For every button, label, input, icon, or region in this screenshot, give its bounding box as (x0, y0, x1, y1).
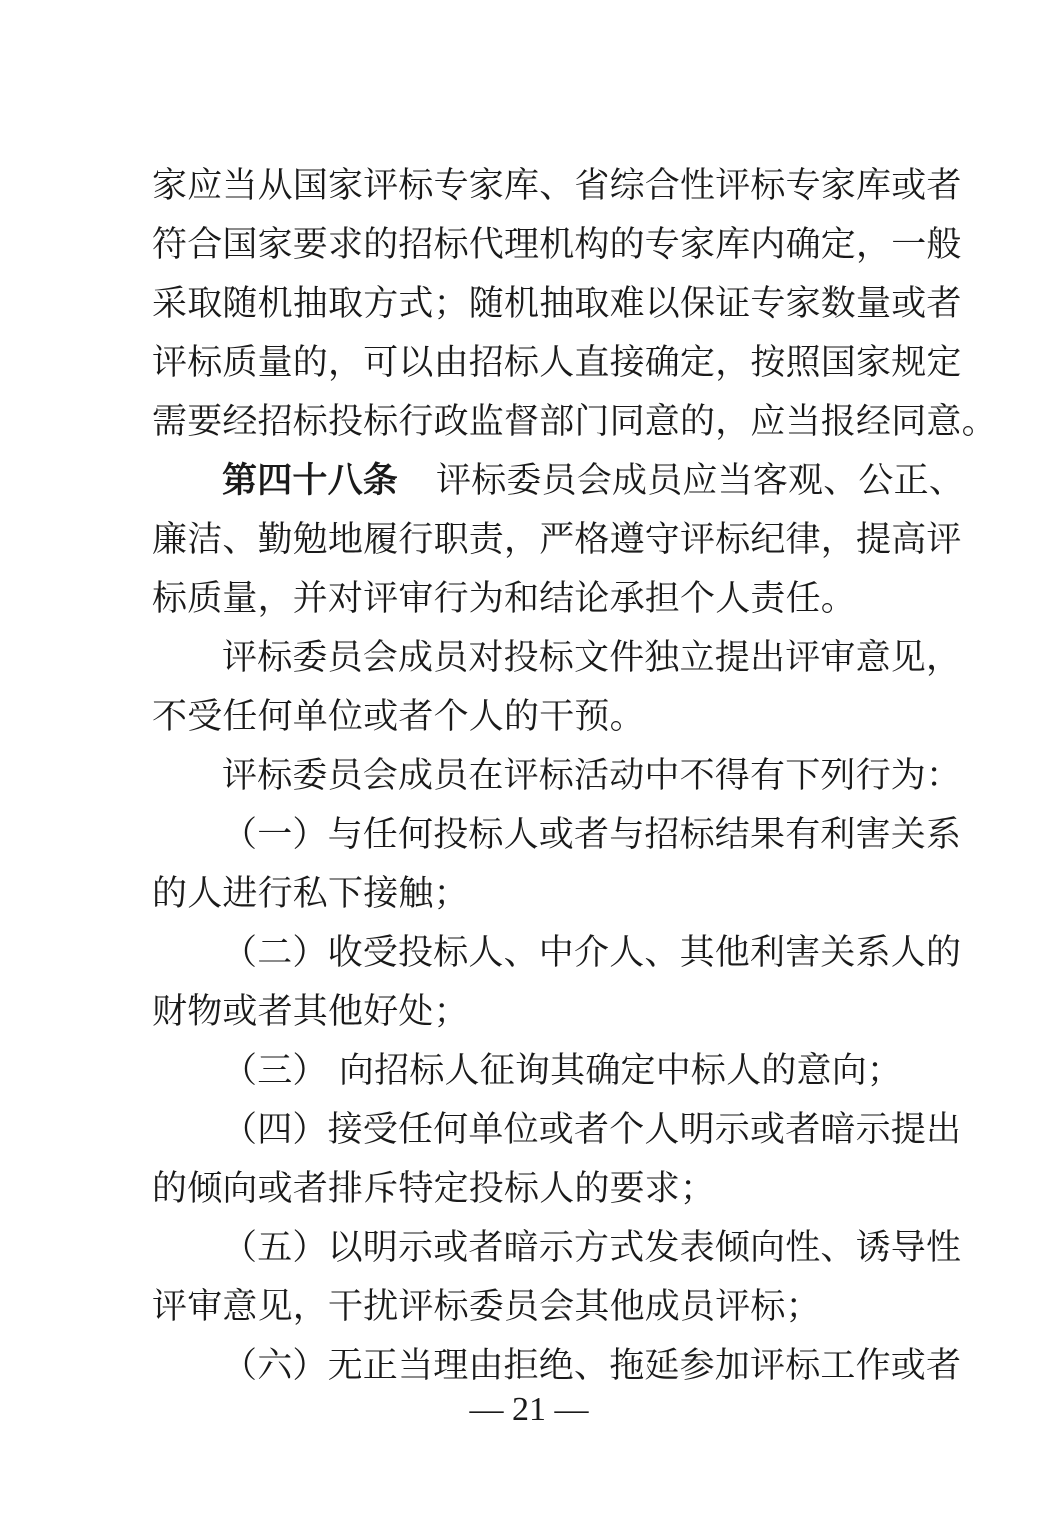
text-line: 评标质量的，可以由招标人直接确定，按照国家规定 (152, 343, 962, 383)
text-line: 符合国家要求的招标代理机构的专家库内确定，一般 (152, 225, 962, 265)
list-item-continuation: 的倾向或者排斥特定投标人的要求； (152, 1169, 716, 1209)
list-item: （四）接受任何单位或者个人明示或者暗示提出 (222, 1110, 962, 1150)
text-line: 需要经招标投标行政监督部门同意的，应当报经同意。 (152, 402, 997, 442)
list-item: （二）收受投标人、中介人、其他利害关系人的 (222, 933, 962, 973)
article-48-first-line (222, 457, 965, 505)
list-item: （一）与任何投标人或者与招标结果有利害关系 (222, 815, 962, 855)
list-item-continuation: 财物或者其他好处； (152, 992, 469, 1032)
text-line: 家应当从国家评标专家库、省综合性评标专家库或者 (152, 166, 962, 206)
text-line: 廉洁、勤勉地履行职责，严格遵守评标纪律，提高评 (152, 520, 962, 560)
text-line: 评标委员会成员对投标文件独立提出评审意见， (222, 638, 962, 678)
list-item-continuation: 评审意见，干扰评标委员会其他成员评标； (152, 1287, 821, 1327)
list-item: （三） 向招标人征询其确定中标人的意向； (222, 1051, 903, 1091)
text-line: 不受任何单位或者个人的干预。 (152, 697, 645, 737)
text-line: 采取随机抽取方式；随机抽取难以保证专家数量或者 (152, 284, 962, 324)
article-heading: 第四十八条 (222, 461, 399, 501)
page-number: — 21 — (469, 1391, 589, 1428)
text-line: 评标委员会成员在评标活动中不得有下列行为： (222, 756, 962, 796)
list-item: （六）无正当理由拒绝、拖延参加评标工作或者 (222, 1346, 962, 1386)
list-item-continuation: 的人进行私下接触； (152, 874, 469, 914)
article-48-text: 评标委员会成员应当客观、公正、 (436, 461, 965, 501)
text-line: 标质量，并对评审行为和结论承担个人责任。 (152, 579, 857, 619)
list-item: （五）以明示或者暗示方式发表倾向性、诱导性 (222, 1228, 962, 1268)
